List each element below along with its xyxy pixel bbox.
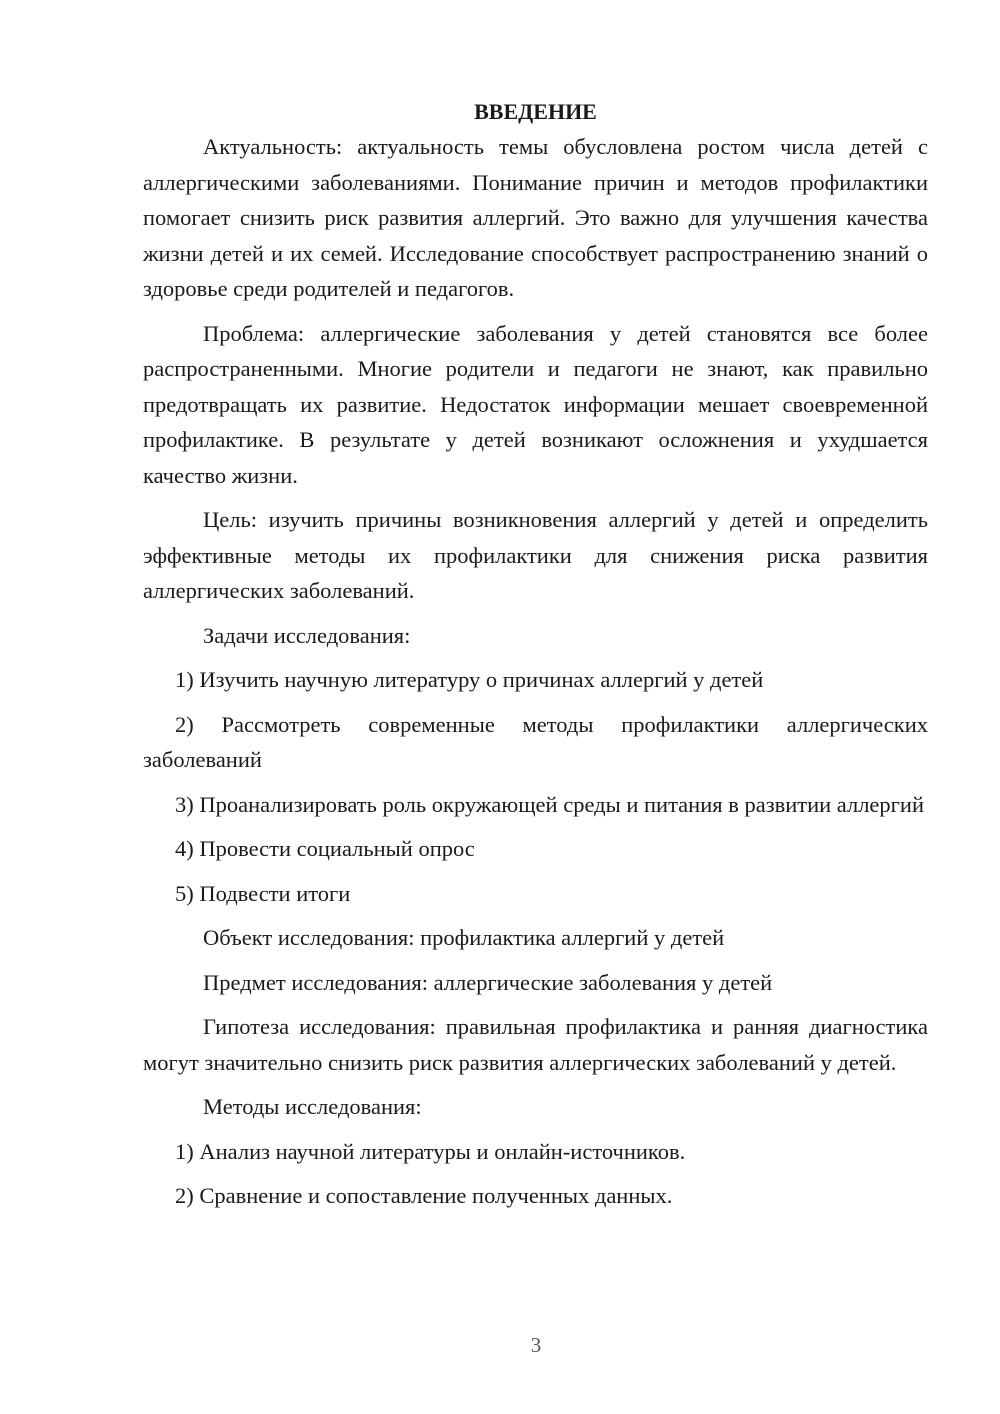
page-number: 3 [530, 1333, 542, 1357]
task-item: 1) Изучить научную литературу о причинах аллергий у детей [175, 667, 764, 692]
problem-paragraph: Проблема: аллергические заболевания у детей становятся все более распространенными. Многие родители и педагоги не знают, как правильно предотвращать их развитие. Недостаток информации мешает своевременной профилактике. В результате у детей возникают осложнения и ухудшается качество жизни. [143, 320, 928, 488]
page-title: ВВЕДЕНИЕ [474, 99, 597, 124]
task-item: 2) Рассмотреть современные методы профилактики аллергических заболеваний [143, 711, 928, 772]
research-hypothesis: Гипотеза исследования: правильная профилактика и ранняя диагностика могут значительно снизить риск развития аллергических заболеваний у детей. [143, 1014, 928, 1075]
task-item: 4) Провести социальный опрос [175, 836, 475, 861]
methods-heading: Методы исследования: [203, 1094, 422, 1119]
goal-paragraph: Цель: изучить причины возникновения аллергий у детей и определить эффективные методы их профилактики для снижения риска развития аллергических заболеваний. [143, 507, 928, 603]
tasks-heading: Задачи исследования: [203, 622, 411, 648]
research-object: Объект исследования: профилактика аллергий у детей [203, 925, 725, 950]
research-subject: Предмет исследования: аллергические заболевания у детей [203, 969, 773, 995]
method-item: 2) Сравнение и сопоставление полученных данных. [175, 1183, 673, 1208]
task-item: 5) Подвести итоги [175, 880, 351, 906]
relevance-paragraph: Актуальность: актуальность темы обусловлена ростом числа детей с аллергическими заболеваниями. Понимание причин и методов профилактики помогает снизить риск развития аллергий. Это важно для улучшения качества жизни детей и их семей. Исследование способствует распространению знаний о здоровье среди родителей и педагогов. [143, 134, 928, 301]
task-item: 3) Проанализировать роль окружающей среды и питания в развитии аллергий [175, 791, 924, 817]
method-item: 1) Анализ научной литературы и онлайн-источников. [175, 1138, 686, 1164]
